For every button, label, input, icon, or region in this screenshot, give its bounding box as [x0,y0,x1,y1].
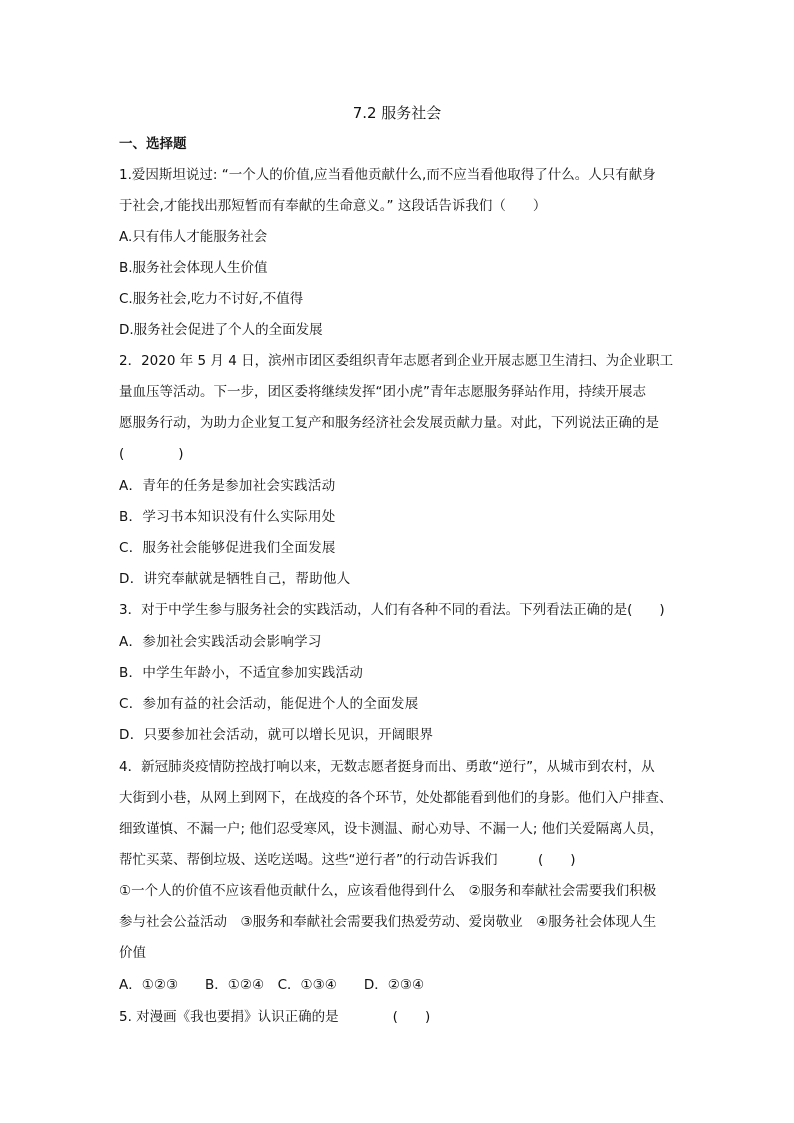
q3-option-d: D．只要参加社会活动，就可以增长见识，开阔眼界 [119,727,434,743]
q4-stem-line-2: 大街到小巷，从网上到网下，在战疫的各个环节，处处都能看到他们的身影。他们入户排查、 [119,790,673,806]
q2-stem-line-3: 愿服务行动，为助力企业复工复产和服务经济社会发展贡献力量。对此，下列说法正确的是 [119,415,659,431]
q4-stem-line-3: 细致谨慎、不漏一户; 他们忍受寒风，设卡测温、耐心劝导、不漏一人; 他们关爱隔离人员， [119,821,664,837]
q1-option-c: C.服务社会,吃力不讨好,不值得 [119,291,304,307]
q4-statements-line-1: ①一个人的价值不应该看他贡献什么，应该看他得到什么 ②服务和奉献社会需要我们积极 [119,883,657,899]
q2-stem-line-1: 2．2020 年 5 月 4 日，滨州市团区委组织青年志愿者到企业开展志愿卫生清扫、为企业职工 [119,353,674,369]
q2-option-a: A．青年的任务是参加社会实践活动 [119,478,336,494]
q5-stem-line-1: 5. 对漫画《我也要捐》认识正确的是 ( ) [119,1009,431,1025]
q4-statements-line-2: 参与社会公益活动 ③服务和奉献社会需要我们热爱劳动、爱岗敬业 ④服务社会体现人生 [119,914,657,930]
q3-option-c: C．参加有益的社会活动，能促进个人的全面发展 [119,696,419,712]
q2-answer-blank: ( ) [119,446,184,462]
q2-option-b: B．学习书本知识没有什么实际用处 [119,509,336,525]
q1-stem-line-2: 于社会,才能找出那短暂而有奉献的生命意义。” 这段话告诉我们（ ） [119,198,547,214]
q4-options: A．①②③ B．①②④ C．①③④ D．②③④ [119,977,425,993]
page-title: 7.2 服务社会 [352,104,442,122]
q1-option-b: B.服务社会体现人生价值 [119,260,268,276]
q4-stem-line-4: 帮忙买菜、帮倒垃圾、送吃送喝。这些“逆行者”的行动告诉我们 ( ) [119,852,576,868]
q2-option-c: C．服务社会能够促进我们全面发展 [119,540,336,556]
q2-stem-line-2: 量血压等活动。下一步，团区委将继续发挥“团小虎”青年志愿服务驿站作用，持续开展志 [119,384,646,400]
q4-stem-line-1: 4．新冠肺炎疫情防控战打响以来，无数志愿者挺身而出、勇敢“逆行”，从城市到农村，从 [119,759,655,775]
q1-option-a: A.只有伟人才能服务社会 [119,229,268,245]
section-heading: 一、选择题 [119,136,187,152]
q3-option-b: B．中学生年龄小，不适宜参加实践活动 [119,665,364,681]
q4-statements-line-3: 价值 [119,945,146,961]
q2-option-d: D．讲究奉献就是牺牲自己，帮助他人 [119,571,351,587]
q3-stem-line-1: 3．对于中学生参与服务社会的实践活动，人们有各种不同的看法。下列看法正确的是( ) [119,602,665,618]
q1-option-d: D.服务社会促进了个人的全面发展 [119,322,323,338]
q3-option-a: A．参加社会实践活动会影响学习 [119,634,322,650]
q1-stem-line-1: 1.爱因斯坦说过: “一个人的价值,应当看他贡献什么,而不应当看他取得了什么。人只有献身 [119,167,656,183]
